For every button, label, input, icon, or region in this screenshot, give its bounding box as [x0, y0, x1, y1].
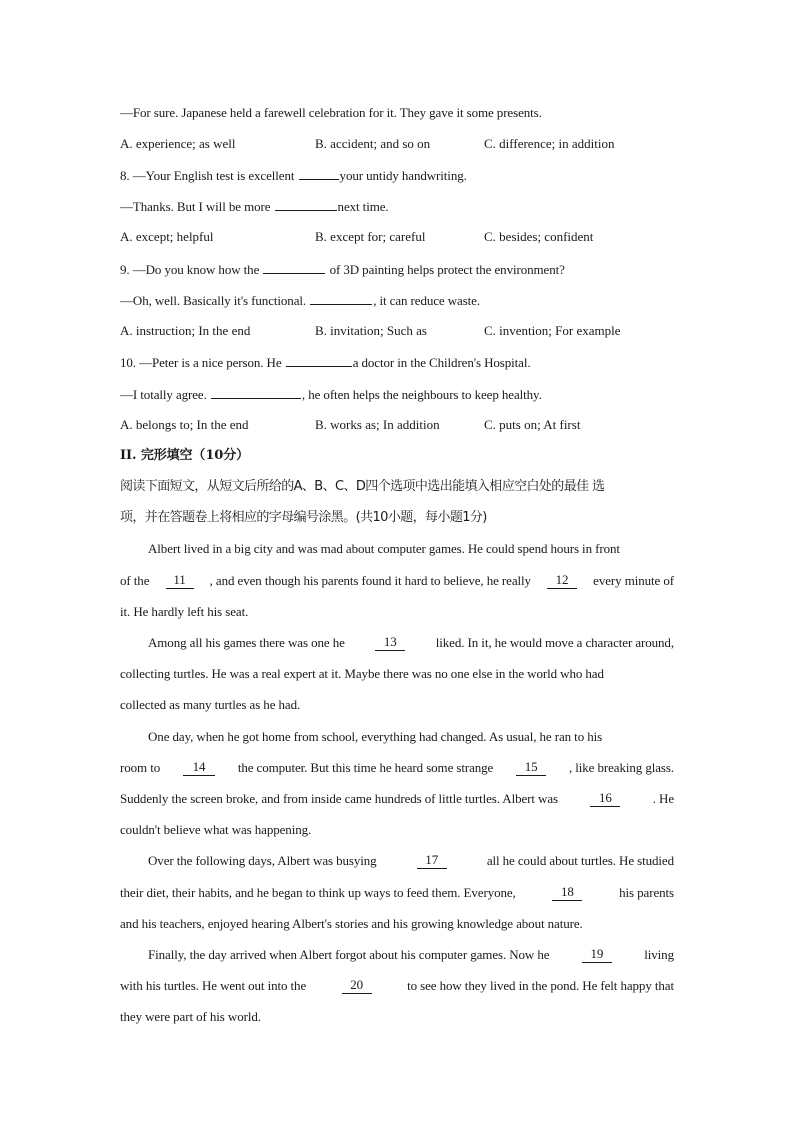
passage-p1-line-2-part-c: every minute of — [593, 573, 674, 588]
blank-15: 15 — [516, 760, 546, 776]
section-heading: II. 完形填空（10分） — [120, 448, 250, 463]
q8-option-a: A. except; helpful — [120, 229, 214, 244]
passage-p4-line-2-part-b: his parents — [619, 885, 674, 900]
q7-option-b: B. accident; and so on — [315, 136, 431, 151]
passage-p1-line-2-part-a: of the — [120, 573, 150, 588]
passage-p3-line-1: One day, when he got home from school, everything had changed. As usual, he ran to his — [148, 729, 603, 744]
q10-blank-2 — [211, 386, 301, 399]
passage-p5-line-1-part-b: living — [644, 947, 674, 962]
q8-option-b: B. except for; careful — [315, 229, 426, 244]
q9-reply-part-b: , it can reduce waste. — [373, 293, 480, 308]
q8-reply — [120, 198, 674, 215]
blank-12: 12 — [547, 573, 577, 589]
passage-p1-line-2 — [120, 573, 674, 589]
passage-p4-line-1 — [148, 853, 674, 869]
q9-stem-part-a: 9. —Do you know how the — [120, 262, 260, 277]
q9-blank-2 — [310, 292, 372, 305]
q8-blank-2 — [275, 198, 337, 211]
q10-option-c: C. puts on; At first — [484, 417, 581, 432]
passage-p2-line-1-part-a: Among all his games there was one he — [148, 635, 345, 650]
passage-p5-line-2 — [120, 978, 674, 994]
blank-18: 18 — [552, 885, 582, 901]
passage-p4-line-2 — [120, 885, 674, 901]
blank-16: 16 — [590, 791, 620, 807]
passage-p2-line-1 — [148, 635, 674, 651]
q9-option-a: A. instruction; In the end — [120, 323, 251, 338]
passage-p5-line-1-part-a: Finally, the day arrived when Albert forgot about his computer games. Now he — [148, 947, 550, 962]
q7-option-c: C. difference; in addition — [484, 136, 615, 151]
blank-13: 13 — [375, 635, 405, 651]
q7-option-a: A. experience; as well — [120, 136, 236, 151]
blank-14: 14 — [183, 760, 215, 776]
q8-stem-part-b: your untidy handwriting. — [339, 168, 467, 183]
q9-option-c: C. invention; For example — [484, 323, 621, 338]
q9-reply — [120, 292, 674, 309]
q9-blank-1 — [263, 261, 325, 274]
passage-p3-line-4: couldn't believe what was happening. — [120, 822, 312, 837]
q8-stem — [120, 167, 674, 184]
q9-reply-part-a: —Oh, well. Basically it's functional. — [120, 293, 307, 308]
passage-p3-line-3-part-a: Suddenly the screen broke, and from inside came hundreds of little turtles. Albert was — [120, 791, 558, 806]
passage-p3-line-3 — [120, 791, 674, 807]
passage-p3-line-2-part-c: , like breaking glass. — [568, 760, 674, 775]
q10-option-b: B. works as; In addition — [315, 417, 440, 432]
q10-reply — [120, 386, 674, 403]
passage-p3-line-2-part-b: the computer. But this time he heard some strange — [237, 760, 494, 775]
passage-p2-line-1-part-b: liked. In it, he would move a character around, — [435, 635, 674, 650]
section-instruction-line-2: 项，并在答题卷上将相应的字母编号涂黑。(共10小题，每小题1分) — [120, 510, 487, 525]
q9-stem-part-b: of 3D painting helps protect the environment? — [329, 262, 565, 277]
q8-reply-part-a: —Thanks. But I will be more — [120, 199, 271, 214]
q8-blank-1 — [299, 167, 339, 180]
blank-19: 19 — [582, 947, 612, 963]
passage-p1-line-3: it. He hardly left his seat. — [120, 604, 249, 619]
blank-17: 17 — [417, 853, 447, 869]
q10-stem — [120, 354, 674, 371]
passage-p4-line-2-part-a: their diet, their habits, and he began to think up ways to feed them. Everyone, — [120, 885, 516, 900]
q8-stem-part-a: 8. —Your English test is excellent — [120, 168, 295, 183]
passage-p3-line-2-part-a: room to — [120, 760, 161, 775]
passage-p4-line-1-part-b: all he could about turtles. He studied — [486, 853, 674, 868]
q9-stem — [120, 261, 674, 278]
passage-p2-line-3: collected as many turtles as he had. — [120, 697, 301, 712]
q7-answer-line: —For sure. Japanese held a farewell celebration for it. They gave it some presents. — [120, 105, 542, 120]
q10-blank-1 — [286, 354, 352, 367]
passage-p4-line-3: and his teachers, enjoyed hearing Albert's stories and his growing knowledge about nature. — [120, 916, 583, 931]
blank-20: 20 — [342, 978, 372, 994]
passage-p3-line-2 — [120, 760, 674, 776]
q9-option-b: B. invitation; Such as — [315, 323, 427, 338]
passage-p5-line-2-part-b: to see how they lived in the pond. He felt happy that — [407, 978, 674, 993]
q10-stem-part-a: 10. —Peter is a nice person. He — [120, 355, 282, 370]
passage-p5-line-3: they were part of his world. — [120, 1009, 261, 1024]
q8-reply-part-b: next time. — [337, 199, 389, 214]
passage-p2-line-2: collecting turtles. He was a real expert at it. Maybe there was no one else in the world who had — [120, 666, 604, 681]
blank-11: 11 — [166, 573, 194, 589]
passage-p1-line-2-part-b: , and even though his parents found it hard to believe, he really — [209, 573, 531, 588]
q10-reply-part-b: , he often helps the neighbours to keep healthy. — [301, 387, 542, 402]
section-instruction-line-1: 阅读下面短文，从短文后所给的A、B、C、D四个选项中选出能填入相应空白处的最佳 选 — [120, 479, 605, 494]
q10-reply-part-a: —I totally agree. — [120, 387, 207, 402]
q10-stem-part-b: a doctor in the Children's Hospital. — [352, 355, 531, 370]
passage-p3-line-3-part-b: . He — [652, 791, 674, 806]
passage-p5-line-2-part-a: with his turtles. He went out into the — [120, 978, 307, 993]
passage-p5-line-1 — [148, 947, 674, 963]
passage-p4-line-1-part-a: Over the following days, Albert was busying — [148, 853, 377, 868]
q10-option-a: A. belongs to; In the end — [120, 417, 249, 432]
q8-option-c: C. besides; confident — [484, 229, 594, 244]
passage-p1-line-1: Albert lived in a big city and was mad about computer games. He could spend hours in front — [148, 541, 620, 556]
